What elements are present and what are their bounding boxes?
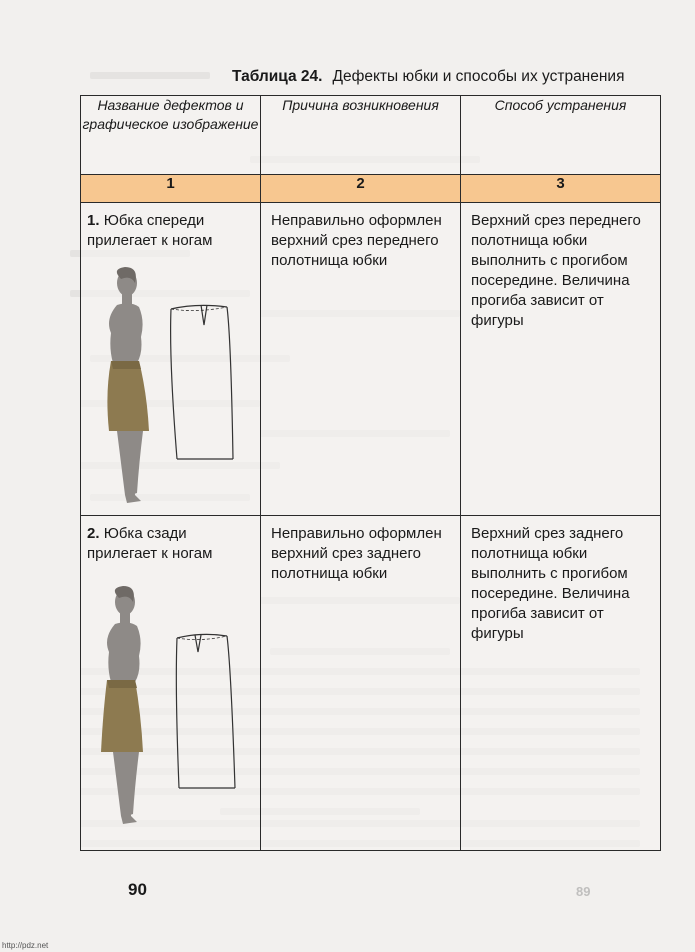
table-header-row — [81, 96, 661, 175]
defects-table — [80, 95, 661, 851]
fix-text: Верхний срез переднего полотнища юбки выполнить с прогибом посередине. Величина прогиба зависит от фигуры — [471, 212, 641, 329]
cause-cell — [261, 516, 461, 851]
figure-silhouette-back-defect — [89, 582, 159, 832]
page-number: 90 — [128, 880, 147, 899]
cause-text: Неправильно оформлен верхний срез заднего полотнища юбки — [271, 525, 442, 582]
table-caption-label: Таблица 24. — [232, 68, 323, 85]
defect-cell — [81, 203, 261, 516]
skirt-pattern-back — [171, 628, 245, 796]
defect-name: Юбка сзади прилегает к ногам — [87, 525, 213, 562]
fix-text: Верхний срез заднего полотнища юбки выполнить с прогибом посередине. Величина прогиба зависит от фигуры — [471, 525, 630, 642]
fix-cell — [461, 516, 661, 851]
header-cause: Причина возникновения — [261, 96, 461, 175]
source-watermark: http://pdz.net — [2, 941, 49, 950]
defect-name: Юбка спереди прилегает к ногам — [87, 212, 213, 249]
column-number: 3 — [461, 175, 661, 203]
table-caption — [232, 68, 672, 86]
cause-cell — [261, 203, 461, 516]
skirt-pattern-front — [167, 299, 245, 467]
defect-number: 1. — [87, 212, 100, 229]
figure-silhouette-front-defect — [91, 263, 161, 511]
header-defect: Название дефектов и графическое изображение — [81, 96, 261, 175]
table-row — [81, 516, 661, 851]
fix-cell — [461, 203, 661, 516]
bleed-through-page-number: 89 — [576, 884, 591, 899]
column-number-row — [81, 175, 661, 203]
column-number: 1 — [81, 175, 261, 203]
column-number: 2 — [261, 175, 461, 203]
defect-cell — [81, 516, 261, 851]
table-row — [81, 203, 661, 516]
header-fix: Способ устранения — [461, 96, 661, 175]
cause-text: Неправильно оформлен верхний срез переднего полотнища юбки — [271, 212, 442, 269]
defect-number: 2. — [87, 525, 100, 542]
table-caption-title: Дефекты юбки и способы их устранения — [332, 68, 625, 85]
